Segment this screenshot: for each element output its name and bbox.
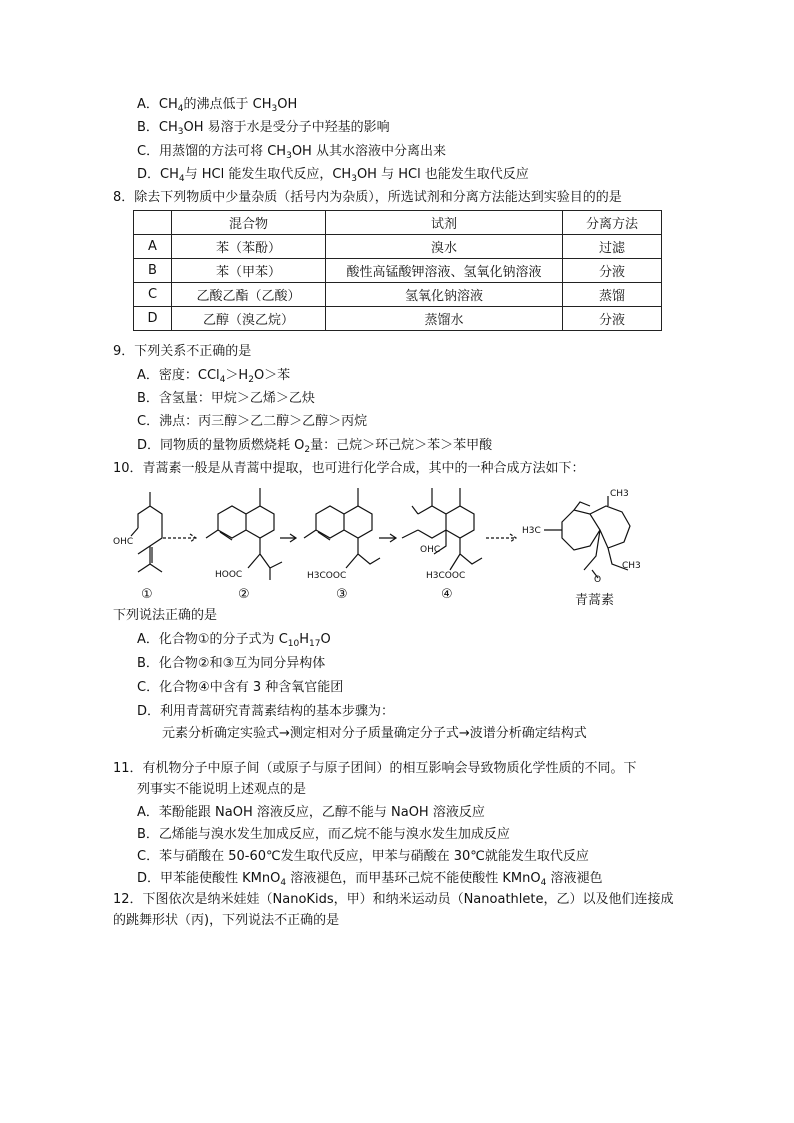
table-cell: 乙醇（溴乙烷） [172, 307, 326, 331]
q11-option-b: B．乙烯能与溴水发生加成反应，而乙烷不能与溴水发生加成反应 [137, 827, 510, 842]
q12-stem-line2: 的跳舞形状（丙)，下列说法不正确的是 [113, 913, 340, 928]
q10-option-c: C．化合物④中含有 3 种含氧官能团 [137, 680, 344, 695]
arrow-1 [163, 534, 196, 542]
compound-3-double-bond [318, 532, 330, 540]
table-row [134, 259, 662, 283]
arrow-4 [486, 534, 516, 542]
label-artemisinin: 青蒿素 [575, 593, 615, 608]
q8-table [133, 210, 662, 331]
table-cell: 苯（苯酚） [172, 235, 326, 259]
table-row [134, 283, 662, 307]
q9-option-a: A．密度：$CCl_4>H_2O>$苯 [137, 368, 291, 385]
table-row [134, 235, 662, 259]
q11-stem-line2: 列事实不能说明上述观点的是 [137, 782, 307, 797]
table-header-cell: 试剂 [326, 211, 563, 235]
table-cell: 溴水 [326, 235, 563, 259]
compound-1-structure [131, 492, 162, 572]
q12-stem-line1: 12．下图依次是纳米娃娃（NanoKids，甲）和纳米运动员（Nanoathlete，乙）以及他们连接成 [113, 892, 674, 907]
q8-stem: 8．除去下列物质中少量杂质（括号内为杂质），所选试剂和分离方法能达到实验目的的是 [113, 190, 622, 205]
q10-option-a: A．化合物①的分子式为 $C_{10}H_{17}O$ [137, 632, 331, 649]
table-cell: 蒸馏 [563, 283, 662, 307]
label-compound-2: ② [238, 587, 250, 602]
table-cell: 分液 [563, 259, 662, 283]
q11-option-d: D．甲苯能使酸性 KMnO$_4$ 溶液褪色，而甲基环己烷不能使酸性 KMnO$_4$ 溶液褪色 [137, 871, 603, 888]
table-cell: B [134, 259, 172, 283]
group-h3cooc-4: H3COOC [426, 571, 466, 581]
table-header-cell [134, 211, 172, 235]
table-cell: D [134, 307, 172, 331]
q7-option-d: D．$CH_4$与 HCl 能发生取代反应，$CH_3OH$ 与 HCl 也能发生取代反应 [137, 167, 529, 184]
q7-option-c: C．用蒸馏的方法可将 $CH_3OH$ 从其水溶液中分离出来 [137, 144, 446, 161]
group-h3cooc: H3COOC [307, 571, 347, 581]
q9-stem: 9．下列关系不正确的是 [113, 344, 252, 359]
table-cell: 苯（甲苯） [172, 259, 326, 283]
q7-option-a: A．$CH_4$的沸点低于 $CH_3OH$ [137, 97, 298, 114]
label-compound-4: ④ [441, 587, 453, 602]
arrow-3 [379, 534, 396, 542]
compound-4-structure [402, 488, 482, 570]
artemisinin-structure [544, 496, 630, 570]
synthesis-scheme [0, 480, 794, 610]
table-cell: A [134, 235, 172, 259]
q9-option-d: D．同物质的量物质燃烧耗 $O_2$量：己烷＞环己烷＞苯＞苯甲酸 [137, 438, 493, 455]
q10-stem: 10．青蒿素一般是从青蒿中提取，也可进行化学合成，其中的一种合成方法如下： [113, 461, 585, 476]
group-hooc: HOOC [215, 570, 243, 580]
table-cell: 氢氧化钠溶液 [326, 283, 563, 307]
table-cell: 分液 [563, 307, 662, 331]
q9-option-c: C．沸点：丙三醇＞乙二醇＞乙醇＞丙烷 [137, 414, 368, 429]
q10-option-d: D．利用青蒿研究青蒿素结构的基本步骤为： [137, 704, 395, 719]
table-cell: 过滤 [563, 235, 662, 259]
table-header-row [134, 211, 662, 235]
table-cell: C [134, 283, 172, 307]
compound-4-carbonyl [412, 506, 418, 514]
q10-option-b: B．化合物②和③互为同分异构体 [137, 656, 326, 671]
table-header-cell: 混合物 [172, 211, 326, 235]
group-ch3-right: CH3 [622, 561, 641, 571]
table-cell: 蒸馏水 [326, 307, 563, 331]
group-o: O [594, 575, 602, 585]
q7-option-b: B．$CH_3OH$ 易溶于水是受分子中羟基的影响 [137, 120, 390, 137]
arrow-2 [280, 534, 296, 542]
label-compound-3: ③ [336, 587, 348, 602]
q11-option-a: A．苯酚能跟 NaOH 溶液反应，乙醇不能与 NaOH 溶液反应 [137, 805, 485, 820]
table-cell: 乙酸乙酯（乙酸） [172, 283, 326, 307]
table-row [134, 307, 662, 331]
compound-3-structure [304, 488, 380, 568]
q10-option-d-detail: 元素分析确定实验式→测定相对分子质量确定分子式→波谱分析确定结构式 [162, 726, 587, 741]
q11-option-c: C．苯与硝酸在 50-60℃发生取代反应，甲苯与硝酸在 30℃就能发生取代反应 [137, 849, 589, 864]
group-ohc-4: OHC [420, 545, 441, 555]
group-ohc-1: OHC [113, 537, 134, 547]
label-compound-1: ① [141, 587, 153, 602]
group-h3c-left: H3C [522, 526, 541, 536]
q11-stem-line1: 11．有机物分子中原子间（或原子与原子团间）的相互影响会导致物质化学性质的不同。下 [113, 761, 637, 776]
group-ch3-top: CH3 [610, 489, 629, 499]
compound-2-double-bond [220, 532, 232, 540]
table-header-cell: 分离方法 [563, 211, 662, 235]
compound-2-structure [206, 488, 282, 580]
q9-option-b: B．含氢量：甲烷＞乙烯＞乙炔 [137, 391, 315, 406]
scheme-structures [131, 488, 630, 580]
table-cell: 酸性高锰酸钾溶液、氢氧化钠溶液 [326, 259, 563, 283]
q10-lead: 下列说法正确的是 [113, 608, 218, 623]
